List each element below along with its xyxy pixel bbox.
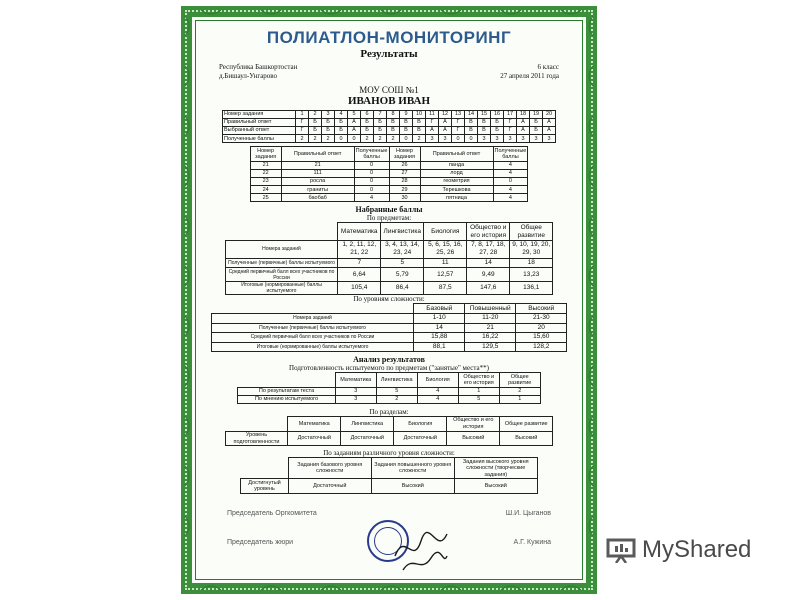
document-title: ПОЛИАТЛОН-МОНИТОРИНГ [266,28,512,47]
table-cell: Г [296,119,309,127]
table-row [250,194,528,202]
table-cell: Высокий [500,431,553,446]
table-cell: Б [361,127,374,135]
row-label: Номера заданий [211,314,414,324]
place: д.Бишаул-Унгарово [219,72,278,80]
table-cell: 3 [439,135,452,143]
column-header: Биология [394,417,447,432]
table-row [211,333,567,343]
table-cell: 23 [250,178,281,186]
table-cell: 3 [530,135,543,143]
table-cell: 3 [478,135,491,143]
table-row [250,186,528,194]
table-cell: Б [361,119,374,127]
places-table [237,372,541,404]
table-row [225,268,553,282]
table-cell: 24 [250,186,281,194]
table-cell: А [517,127,530,135]
column-header: Математика [335,373,376,388]
table-cell: 136,1 [510,281,553,295]
table-cell: 20 [516,323,567,333]
row-label: Достигнутый уровень [241,479,289,494]
table-cell: Б [374,127,387,135]
by-subject-label: По предметам: [366,214,412,223]
table-cell: 2 [296,135,309,143]
table-cell: Б [309,119,322,127]
date: 27 апреля 2011 года [500,72,559,80]
table-cell: Г [296,127,309,135]
table-cell: А [348,127,361,135]
table-row [223,111,556,119]
signature-scribble-icon [391,526,451,576]
sections-label: По разделам: [369,408,409,417]
column-header: Правильный ответ [420,147,493,162]
table-cell: 0 [348,135,361,143]
table-cell: Достаточный [394,431,447,446]
column-header: Правильный ответ [281,147,354,162]
table-cell: 2 [361,135,374,143]
table-cell: 28 [389,178,420,186]
table-cell: 87,5 [424,281,467,295]
table-cell: Б [335,127,348,135]
table-cell: 4 [493,194,528,202]
student-name: ИВАНОВ ИВАН [347,95,431,107]
column-header: Повышенный [465,304,516,314]
table-row [238,396,541,404]
table-cell: 105,4 [338,281,381,295]
signature-role: Председатель Оргкомитета [227,510,317,518]
table-cell: 4 [417,396,458,404]
table-header [238,373,541,388]
table-cell: 16,22 [465,333,516,343]
column-header: Общее развитие [510,223,553,241]
table-cell: Б [322,119,335,127]
table-cell: 6,64 [338,268,381,282]
table-cell: Г [452,127,465,135]
table-cell: 1 [499,396,540,404]
table-cell: 26 [389,161,420,169]
table-cell: 12,57 [424,268,467,282]
open-answers-table [250,146,529,202]
table-cell: 29 [389,186,420,194]
analysis-subtitle: Подготовленность испытуемого по предметам ("занятые" места**) [289,364,489,373]
table-cell: лорд [420,170,493,178]
table-cell: А [543,127,556,135]
column-header: Математика [288,417,341,432]
document-subtitle: Результаты [360,48,418,60]
levels-table [211,303,568,352]
table-cell: В [413,127,426,135]
table-cell: 5 [376,387,417,395]
table-cell: граниты [281,186,354,194]
certificate [181,6,597,594]
table-row [223,119,556,127]
column-header: Общество и его история [467,223,510,241]
table-cell: 4 [493,170,528,178]
table-cell: А [348,119,361,127]
table-cell: Б [530,119,543,127]
table-header [225,417,553,432]
table-cell: 3 [335,387,376,395]
table-cell: 3 [504,135,517,143]
table-cell: 5,79 [381,268,424,282]
table-cell: В [387,127,400,135]
table-cell: 5 [458,396,499,404]
difficulty-label: По заданиям различного уровня сложности: [323,449,455,458]
table-cell: 21 [250,161,281,169]
table-cell: 86,4 [381,281,424,295]
table-cell: 2 [322,135,335,143]
table-cell: А [517,119,530,127]
table-cell: В [400,119,413,127]
table-cell: 0 [354,178,389,186]
table-cell: панда [420,161,493,169]
table-row [225,431,553,446]
table-cell: 12 [439,111,452,119]
row-label: Полученные (первичные) баллы испытуемого [211,323,414,333]
table-cell: 3 [517,135,530,143]
table-cell: 7 [374,111,387,119]
table-row [223,127,556,135]
table-cell: 0 [354,161,389,169]
table-cell: 2 [309,135,322,143]
table-cell: 3, 4, 13, 14, 23, 24 [381,241,424,259]
table-cell: 4 [493,161,528,169]
column-header: Лингвистика [341,417,394,432]
table-cell: геометрия [420,178,493,186]
signature-role: Председатель жюри [227,539,294,547]
column-header: Лингвистика [376,373,417,388]
region: Республика Башкортостан [219,63,298,71]
table-cell: 147,6 [467,281,510,295]
table-cell: 1, 2, 11, 12, 21, 22 [338,241,381,259]
table-cell: 15,88 [414,333,465,343]
table-cell: 11 [426,111,439,119]
table-cell: В [478,119,491,127]
table-header [250,147,528,162]
table-row [250,178,528,186]
table-cell: 11-20 [465,314,516,324]
column-header: Полученные баллы [355,147,388,161]
grade: 6 класс [537,63,559,71]
table-cell: 9, 10, 19, 20, 29, 30 [510,241,553,259]
table-cell: 13 [452,111,465,119]
table-cell: А [426,127,439,135]
table-cell: 14 [465,111,478,119]
row-label: Средний первичный балл всех участников по России [211,333,414,343]
table-cell: Б [374,119,387,127]
scores-title: Набранные баллы [355,205,423,215]
analysis-title: Анализ результатов [353,355,425,365]
column-header: Общество и его история [447,417,500,432]
table-cell: А [439,119,452,127]
school-name: МОУ СОШ №1 [359,85,419,95]
table-cell: 21 [281,161,354,169]
table-cell: Достаточный [341,431,394,446]
table-cell: А [543,119,556,127]
watermark-text: MyShared [642,536,752,563]
table-cell: 111 [281,170,354,178]
table-row [211,342,567,352]
sections-table [225,416,554,446]
row-label: Номера заданий [225,241,338,259]
table-cell: 3 [426,135,439,143]
column-header: Общее развитие [500,417,553,432]
table-cell: Высокий [447,431,500,446]
table-cell: 3 [322,111,335,119]
table-cell: 15,60 [516,333,567,343]
table-cell: 4 [335,111,348,119]
row-label: Номер задания [223,111,296,119]
table-cell: 2 [376,396,417,404]
table-row [225,258,553,268]
table-cell: 14 [414,323,465,333]
column-header: Полученные баллы [494,147,527,161]
table-cell: 5 [381,258,424,268]
table-cell: 1-10 [414,314,465,324]
table-cell: 25 [250,194,281,202]
table-cell: 19 [530,111,543,119]
table-cell: 5 [348,111,361,119]
table-cell: 10 [413,111,426,119]
column-header: Общее развитие [499,373,540,388]
table-row [223,135,556,143]
table-row [211,323,567,333]
table-cell: 1 [458,387,499,395]
table-cell: 129,5 [465,342,516,352]
row-label: Итоговые (нормированные) баллы испытуемого [225,281,338,295]
header-info [199,63,579,81]
table-cell: 88,1 [414,342,465,352]
table-row [250,161,528,169]
table-cell: 1 [296,111,309,119]
table-cell: Б [322,127,335,135]
table-row [225,281,553,295]
column-header: Базовый [414,304,465,314]
table-cell: Г [504,127,517,135]
table-cell: 4 [417,387,458,395]
column-header: Биология [417,373,458,388]
table-cell: 0 [335,135,348,143]
column-header: Биология [424,223,467,241]
table-cell: 128,2 [516,342,567,352]
table-cell: 0 [354,170,389,178]
table-cell: В [465,119,478,127]
table-cell: 21 [465,323,516,333]
table-cell: 27 [389,170,420,178]
table-cell: 20 [543,111,556,119]
table-cell: 4 [354,194,389,202]
table-cell: 9,49 [467,268,510,282]
row-label: Итоговые (нормированные) баллы испытуемого [211,342,414,352]
table-cell: 18 [517,111,530,119]
table-cell: 0 [400,135,413,143]
column-header: Номер задания [250,147,281,162]
table-cell: 5, 6, 15, 16, 25, 26 [424,241,467,259]
table-cell: 21-30 [516,314,567,324]
table-cell: 15 [478,111,491,119]
table-row [211,314,567,324]
signature-name: Ш.И. Цыганов [505,510,551,518]
table-header [241,458,538,479]
table-cell: В [478,127,491,135]
column-header: Номер задания [389,147,420,162]
table-header [211,304,567,314]
column-header: Задания повышенного уровня сложности [371,458,454,479]
answers-table [222,110,556,143]
row-label: Выбранный ответ [223,127,296,135]
table-cell: 0 [354,186,389,194]
table-cell: 7 [338,258,381,268]
levels-label: По уровням сложности: [353,295,425,304]
certificate-content [199,20,579,580]
column-header: Задания базового уровня сложности [288,458,371,479]
table-cell: Б [309,127,322,135]
table-cell: 2 [499,387,540,395]
table-cell: 22 [250,170,281,178]
column-header: Общество и его история [458,373,499,388]
table-cell: 3 [335,396,376,404]
table-cell: росла [281,178,354,186]
table-cell: 8 [387,111,400,119]
table-row [225,241,553,259]
table-cell: 11 [424,258,467,268]
table-cell: пятница [420,194,493,202]
table-cell: 4 [493,186,528,194]
table-cell: 0 [452,135,465,143]
row-label: Полученные (первичные) баллы испытуемого [225,258,338,268]
subject-scores-table [225,222,554,295]
table-cell: 17 [504,111,517,119]
table-cell: Терешкова [420,186,493,194]
row-label: Уровень подготовленности [225,431,288,446]
table-cell: Б [491,119,504,127]
table-cell: В [413,119,426,127]
table-cell: Достаточный [288,431,341,446]
row-label: По мнению испытуемого [238,396,336,404]
table-cell: Высокий [454,479,537,494]
table-header [225,223,553,241]
signature-name: А.Г. Кужина [513,539,551,547]
table-cell: 3 [543,135,556,143]
table-cell: В [400,127,413,135]
table-cell: 30 [389,194,420,202]
row-label: По результатам теста [238,387,336,395]
row-label: Правильный ответ [223,119,296,127]
column-header: Математика [338,223,381,241]
table-row [241,479,538,494]
table-cell: 9 [400,111,413,119]
table-row [250,170,528,178]
column-header: Высокий [516,304,567,314]
table-cell: 13,23 [510,268,553,282]
table-cell: 2 [309,111,322,119]
difficulty-table [240,457,538,494]
table-cell: Высокий [371,479,454,494]
table-cell: Г [504,119,517,127]
signature-row [199,510,579,517]
presentation-icon [606,537,636,563]
table-cell: баобаб [281,194,354,202]
table-cell: 3 [491,135,504,143]
table-cell: Достаточный [288,479,371,494]
table-cell: Б [530,127,543,135]
row-label: Полученные баллы [223,135,296,143]
table-cell: Б [335,119,348,127]
column-header: Лингвистика [381,223,424,241]
table-cell: 0 [465,135,478,143]
table-cell: 2 [413,135,426,143]
table-cell: 14 [467,258,510,268]
table-cell: 18 [510,258,553,268]
table-row [238,387,541,395]
table-cell: В [465,127,478,135]
row-label: Средний первичный балл всех участников по России [225,268,338,282]
table-cell: Г [426,119,439,127]
table-cell: 2 [374,135,387,143]
table-cell: 6 [361,111,374,119]
table-cell: 7, 8, 17, 18, 27, 28 [467,241,510,259]
table-cell: Б [491,127,504,135]
table-cell: 2 [387,135,400,143]
column-header: Задания высокого уровня сложности (творческие задания) [454,458,537,479]
table-cell: 0 [493,178,528,186]
myshared-logo [606,536,751,564]
table-cell: А [439,127,452,135]
table-cell: 16 [491,111,504,119]
table-cell: В [387,119,400,127]
table-cell: Г [452,119,465,127]
